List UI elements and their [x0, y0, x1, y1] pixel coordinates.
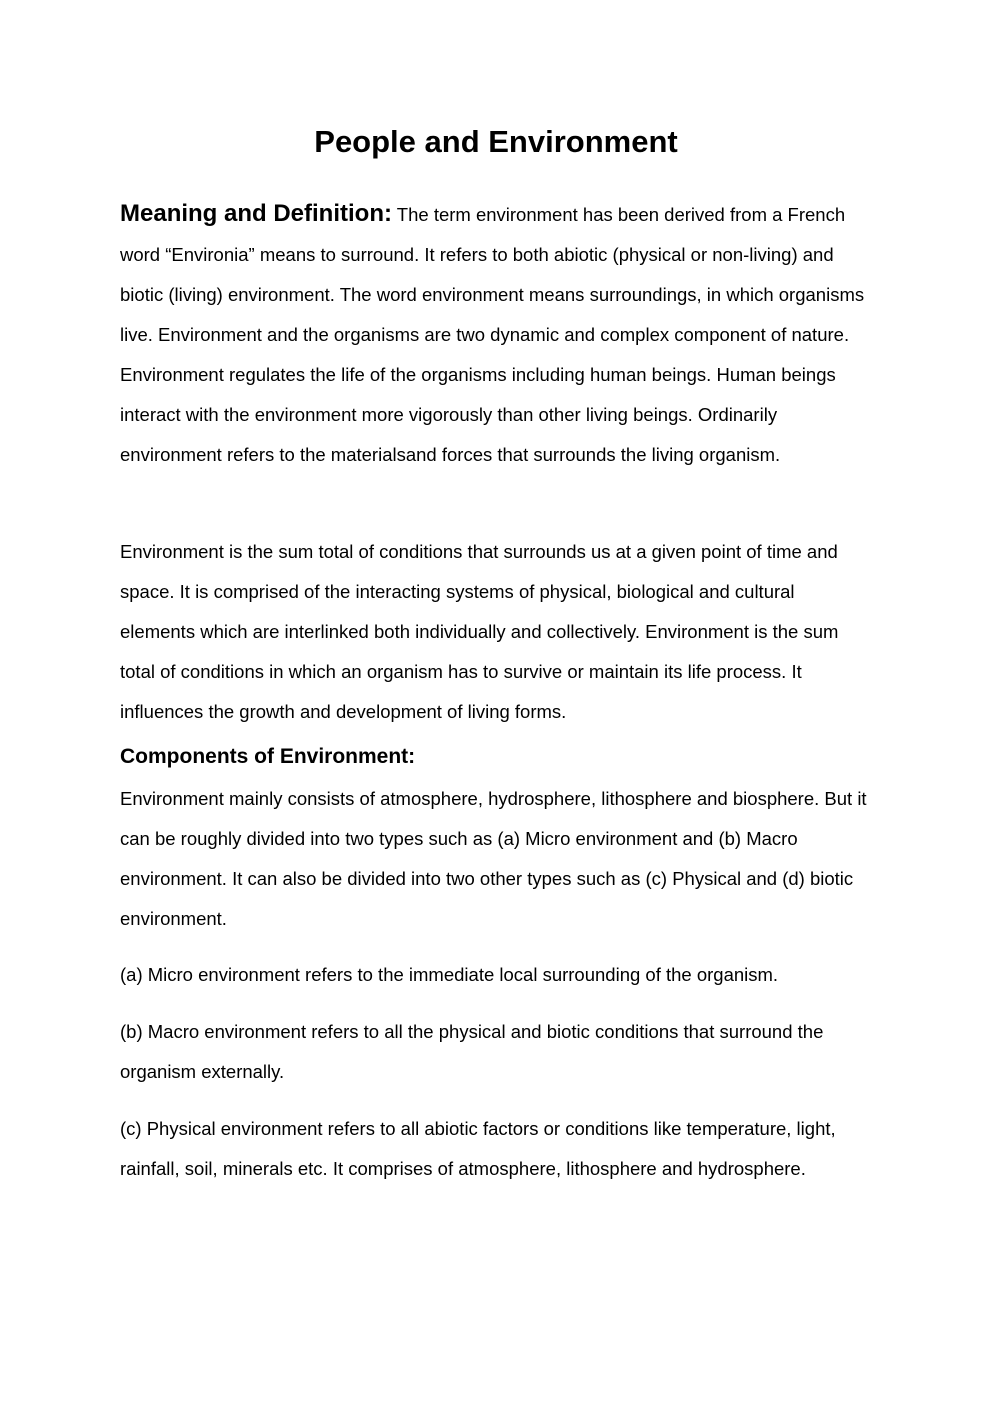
list-item-c — [120, 1109, 872, 1189]
meaning-paragraph-1 — [120, 194, 872, 475]
page-title: People and Environment — [314, 124, 678, 159]
components-intro-text: Environment mainly consists of atmosphere, hydrosphere, lithosphere and biosphere. But it can be roughly divided into two types such as (a) Micro environment and (b) Macro environment. It can also be divided into two other types such as (c) Physical and (d) biotic environment. — [120, 788, 867, 929]
list-item-a-text: (a) Micro environment refers to the immediate local surrounding of the organism. — [120, 964, 779, 985]
list-item-c-text: (c) Physical environment refers to all abiotic factors or conditions like temperature, light, rainfall, soil, minerals etc. It comprises of atmosphere, lithosphere and hydrosphere. — [120, 1118, 836, 1179]
components-intro-paragraph — [120, 779, 872, 939]
meaning-text-2: Environment is the sum total of conditions that surrounds us at a given point of time and space. It is comprised of the interacting systems of physical, biological and cultural elements which are interlinked both individually and collectively. Environment is the sum total of conditions in which an organism has to survive or maintain its life process. It influences the growth and development of living forms. — [120, 541, 839, 722]
meaning-text-1: The term environment has been derived from a French word “Environia” means to surround. It refers to both abiotic (physical or non-living) and biotic (living) environment. The word environment means surroundings, in which organisms live. Environment and the organisms are two dynamic and complex component of nature. Environment regulates the life of the organisms including human beings. Human beings interact with the environment more vigorously than other living beings. Ordinarily environment refers to the materialsand forces that surrounds the living organism. — [120, 204, 865, 465]
list-item-b-text: (b) Macro environment refers to all the physical and biotic conditions that surround the organism externally. — [120, 1021, 824, 1082]
meaning-heading: Meaning and Definition: — [120, 200, 392, 227]
components-heading: Components of Environment: — [120, 745, 416, 768]
list-item-b — [120, 1012, 872, 1092]
meaning-paragraph-2 — [120, 532, 872, 732]
list-item-a — [120, 955, 872, 995]
